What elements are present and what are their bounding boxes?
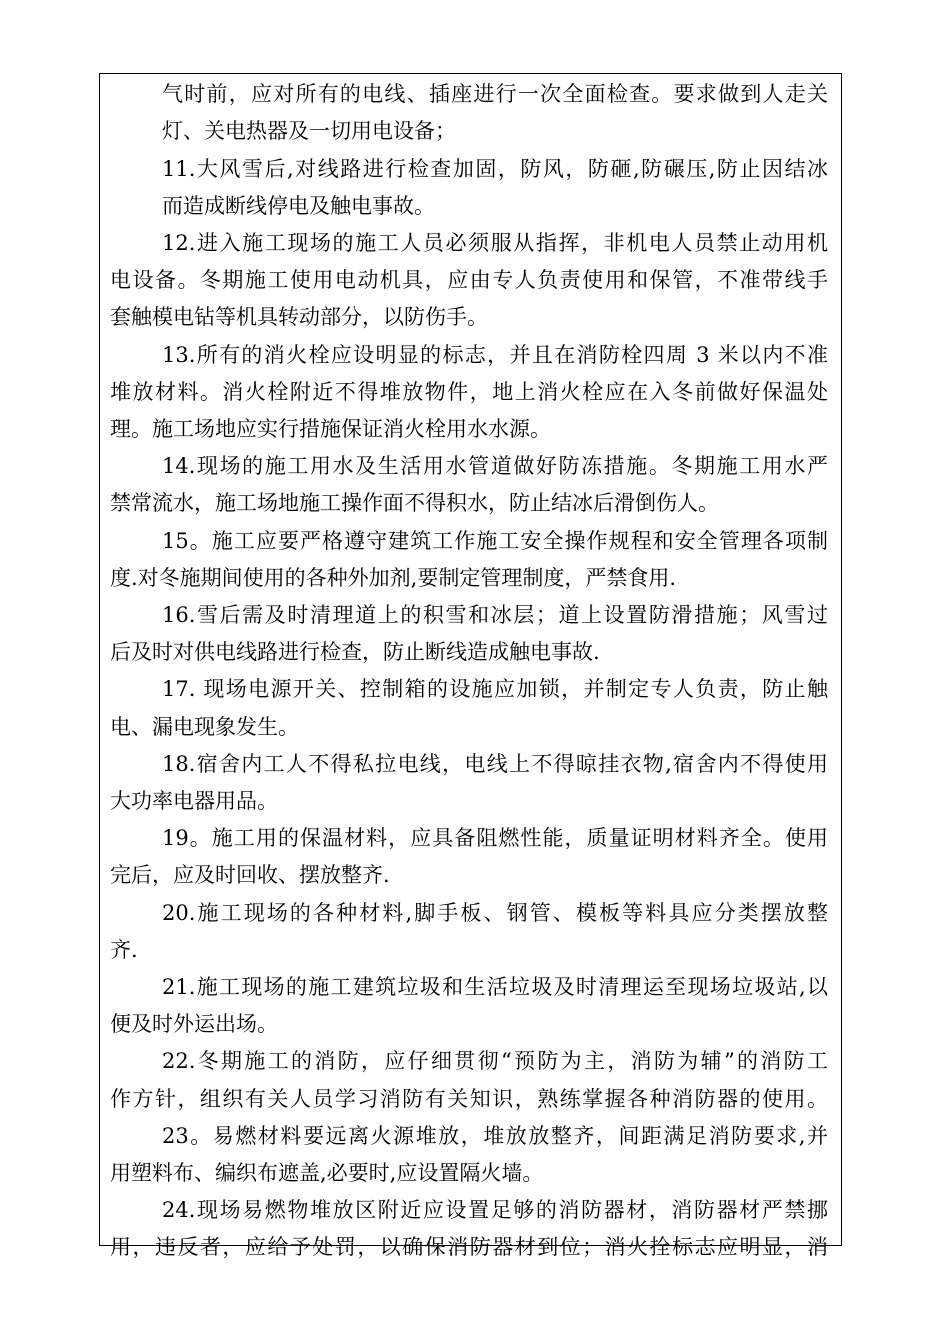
text-line: 用塑料布、编织布遮盖,必要时,应设置隔火墙。 xyxy=(110,1161,544,1185)
text-line: 完后，应及时回收、摆放整齐. xyxy=(110,863,390,887)
text-line: 灯、关电热器及一切用电设备； xyxy=(162,119,456,143)
text-line: 作方针，组织有关人员学习消防有关知识，熟练掌握各种消防器的使用。 xyxy=(110,1087,828,1111)
text-line: 气时前，应对所有的电线、插座进行一次全面检查。要求做到人走关 xyxy=(162,82,828,106)
text-line: 后及时对供电线路进行检查，防止断线造成触电事故. xyxy=(110,640,600,664)
text-line: 18.宿舍内工人不得私拉电线，电线上不得晾挂衣物,宿舍内不得使用 xyxy=(162,752,828,776)
text-line: 19。施工用的保温材料，应具备阻燃性能，质量证明材料齐全。使用 xyxy=(162,826,828,850)
text-line: 用，违反者，应给予处罚，以确保消防器材到位；消火拴标志应明显，消 xyxy=(110,1235,828,1259)
text-line: 15。施工应要严格遵守建筑工作施工安全操作规程和安全管理各项制 xyxy=(162,529,828,553)
text-line: 禁常流水，施工场地施工操作面不得积水，防止结冰后滑倒伤人。 xyxy=(110,491,719,515)
text-line: 16.雪后需及时清理道上的积雪和冰层；道上设置防滑措施；风雪过 xyxy=(162,603,828,627)
text-line: 11.大风雪后,对线路进行检查加固，防风，防砸,防碾压,防止因结冰 xyxy=(162,157,828,181)
text-line: 度.对冬施期间使用的各种外加剂,要制定管理制度，严禁食用. xyxy=(110,566,677,590)
text-line: 17. 现场电源开关、控制箱的设施应加锁，并制定专人负责，防止触 xyxy=(162,677,828,701)
text-line: 套触模电钻等机具转动部分，以防伤手。 xyxy=(110,305,488,329)
text-line: 电设备。冬期施工使用电动机具，应由专人负责使用和保管，不准带线手 xyxy=(110,268,828,292)
text-line: 电、漏电现象发生。 xyxy=(110,715,299,739)
text-line: 齐. xyxy=(110,938,138,962)
text-line: 而造成断线停电及触电事故。 xyxy=(162,194,435,218)
text-line: 20.施工现场的各种材料,脚手板、钢管、模板等料具应分类摆放整 xyxy=(162,901,828,925)
text-line: 堆放材料。消火栓附近不得堆放物件，地上消火栓应在入冬前做好保温处 xyxy=(110,380,828,404)
text-line: 13.所有的消火栓应设明显的标志，并且在消防栓四周 3 米以内不准 xyxy=(162,343,828,367)
text-line: 理。施工场地应实行措施保证消火栓用水水源。 xyxy=(110,417,551,441)
text-line: 便及时外运出场。 xyxy=(110,1012,278,1036)
text-line: 22.冬期施工的消防，应仔细贯彻“预防为主，消防为辅”的消防工 xyxy=(162,1049,828,1073)
text-line: 23。易燃材料要远离火源堆放，堆放放整齐，间距满足消防要求,并 xyxy=(162,1124,828,1148)
text-line: 14.现场的施工用水及生活用水管道做好防冻措施。冬期施工用水严 xyxy=(162,454,828,478)
text-line: 24.现场易燃物堆放区附近应设置足够的消防器材，消防器材严禁挪 xyxy=(162,1198,828,1222)
text-line: 12.进入施工现场的施工人员必须服从指挥，非机电人员禁止动用机 xyxy=(162,231,828,255)
text-line: 21.施工现场的施工建筑垃圾和生活垃圾及时清理运至现场垃圾站,以 xyxy=(162,975,828,999)
text-line: 大功率电器用品。 xyxy=(110,789,278,813)
